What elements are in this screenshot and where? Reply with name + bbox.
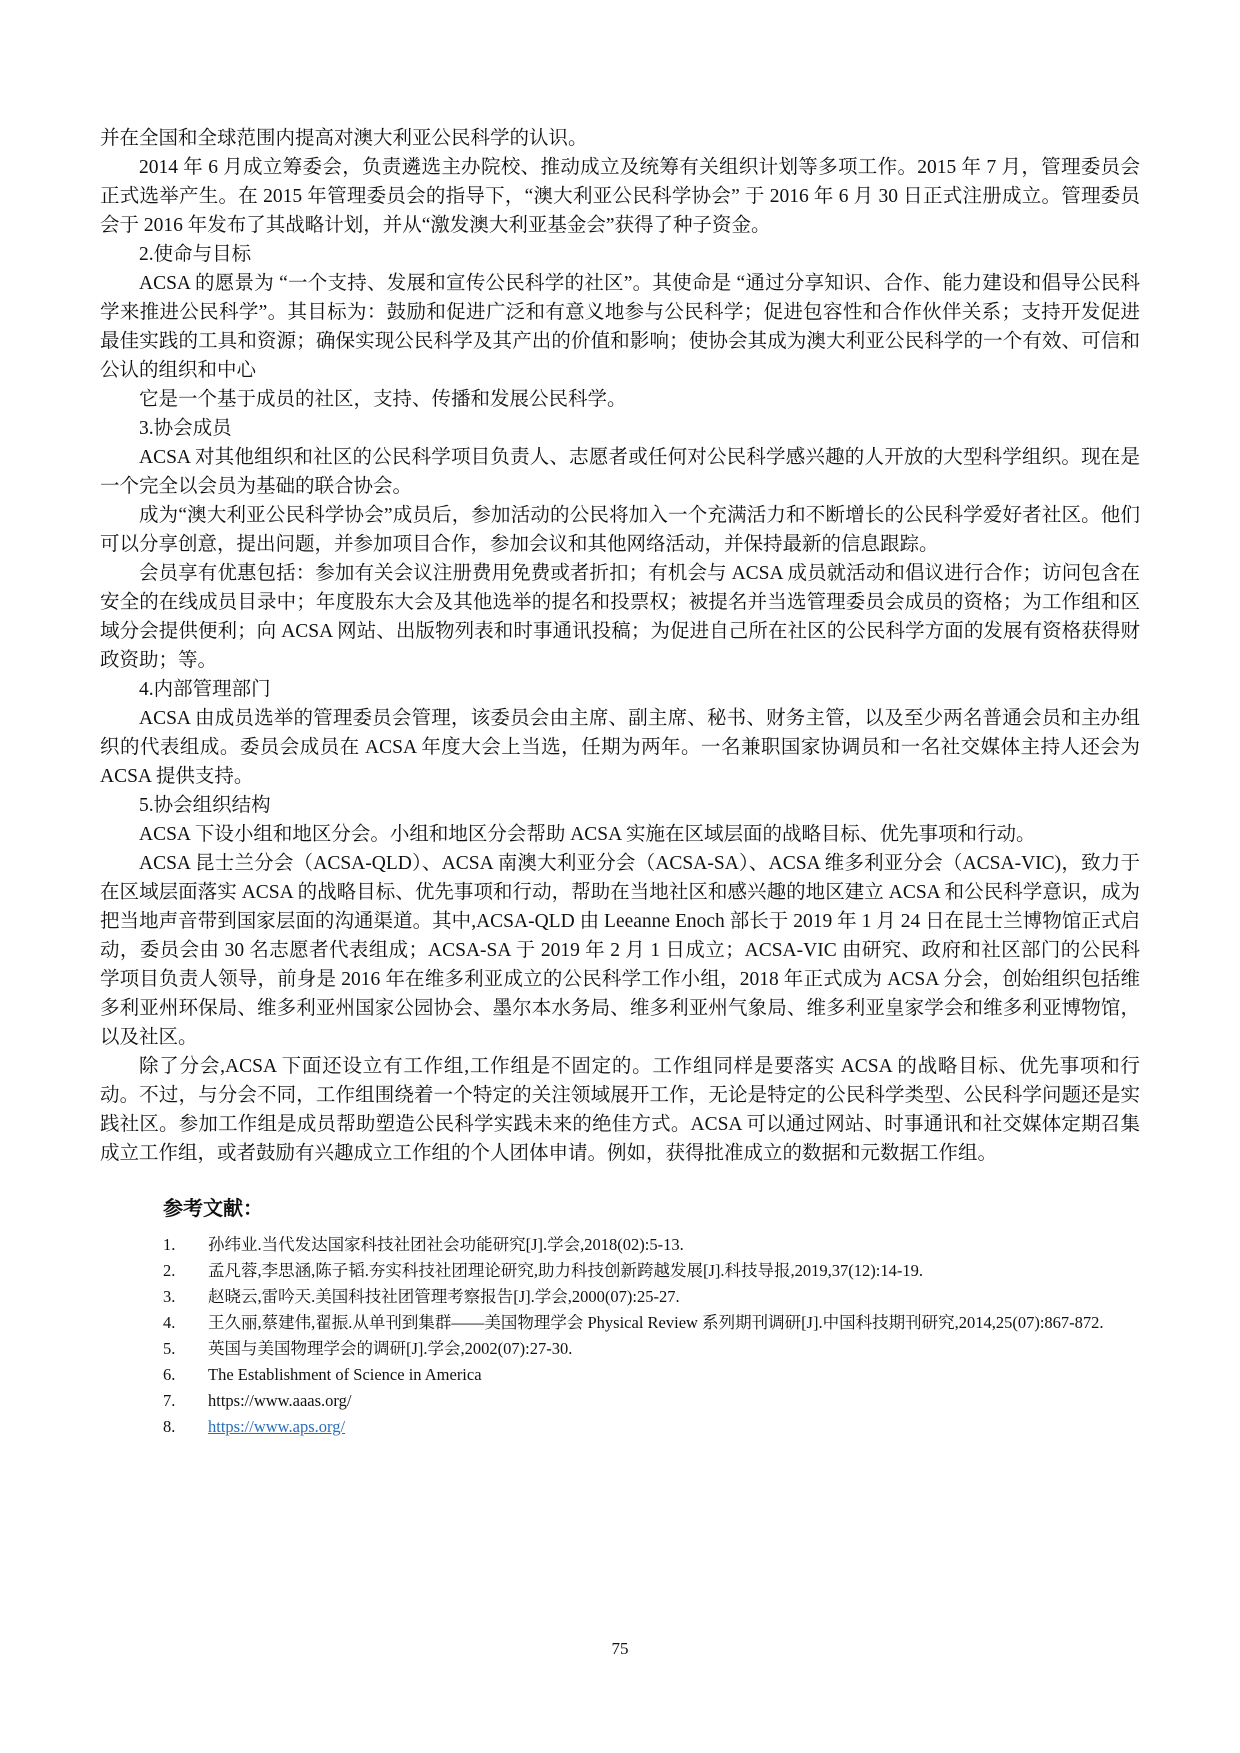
- references-list: [100, 1232, 1140, 1440]
- reference-link[interactable]: https://www.aps.org/: [208, 1417, 346, 1436]
- body-paragraph: 除了分会,ACSA 下面还设立有工作组,工作组是不固定的。工作组同样是要落实 ACSA 的战略目标、优先事项和行动。不过，与分会不同，工作组围绕着一个特定的关注领域展开工作，无论是特定的公民科学类型、公民科学问题还是实践社区。参加工作组是成员帮助塑造公民科学实践未来的绝佳方式。ACSA 可以通过网站、时事通讯和社交媒体定期召集成立工作组，或者鼓励有兴趣成立工作组的个人团体申请。例如，获得批准成立的数据和元数据工作组。: [100, 1056, 1140, 1164]
- body-paragraph: 2.使命与目标: [139, 244, 252, 265]
- reference-text: https://www.aaas.org/: [208, 1391, 352, 1410]
- body-paragraph: 3.协会成员: [139, 418, 232, 439]
- reference-item: [100, 1414, 1140, 1440]
- reference-number: 4.: [163, 1313, 176, 1332]
- body-paragraph: 并在全国和全球范围内提高对澳大利亚公民科学的认识。: [100, 128, 588, 149]
- reference-item: [100, 1258, 1140, 1284]
- page-number: 75: [611, 1639, 629, 1658]
- reference-number: 6.: [163, 1365, 176, 1384]
- body-paragraph: 成为“澳大利亚公民科学协会”成员后，参加活动的公民将加入一个充满活力和不断增长的公民科学爱好者社区。他们可以分享创意，提出问题，并参加项目合作，参加会议和其他网络活动，并保持最新的信息跟踪。: [100, 505, 1140, 555]
- reference-text: 王久丽,蔡建伟,翟振.从单刊到集群——美国物理学会 Physical Review 系列期刊调研[J].中国科技期刊研究,2014,25(07):867-872.: [208, 1313, 1104, 1332]
- reference-number: 7.: [163, 1391, 176, 1410]
- reference-number: 1.: [163, 1235, 176, 1254]
- body-paragraph: ACSA 对其他组织和社区的公民科学项目负责人、志愿者或任何对公民科学感兴趣的人开放的大型科学组织。现在是一个完全以会员为基础的联合协会。: [100, 447, 1140, 497]
- reference-number: 2.: [163, 1261, 176, 1280]
- body-paragraph: 会员享有优惠包括：参加有关会议注册费用免费或者折扣；有机会与 ACSA 成员就活动和倡议进行合作；访问包含在安全的在线成员目录中；年度股东大会及其他选举的提名和投票权；被提名并当选管理委员会成员的资格；为工作组和区域分会提供便利；向 ACSA 网站、出版物列表和时事通讯投稿；为促进自己所在社区的公民科学方面的发展有资格获得财政资助；等。: [100, 563, 1140, 671]
- reference-number: 8.: [163, 1417, 176, 1436]
- reference-text: 孙纬业.当代发达国家科技社团社会功能研究[J].学会,2018(02):5-13.: [208, 1235, 684, 1254]
- reference-text: 孟凡蓉,李思涵,陈子韬.夯实科技社团理论研究,助力科技创新跨越发展[J].科技导报,2019,37(12):14-19.: [208, 1261, 923, 1280]
- body-paragraph: ACSA 由成员选举的管理委员会管理，该委员会由主席、副主席、秘书、财务主管，以及至少两名普通会员和主办组织的代表组成。委员会成员在 ACSA 年度大会上当选，任期为两年。一名兼职国家协调员和一名社交媒体主持人还会为 ACSA 提供支持。: [100, 708, 1140, 787]
- body-paragraph: 它是一个基于成员的社区，支持、传播和发展公民科学。: [139, 389, 627, 410]
- reference-number: 5.: [163, 1339, 176, 1358]
- body-paragraphs: [100, 124, 1140, 1168]
- reference-text: The Establishment of Science in America: [208, 1365, 482, 1384]
- body-paragraph: ACSA 下设小组和地区分会。小组和地区分会帮助 ACSA 实施在区域层面的战略目标、优先事项和行动。: [139, 824, 1036, 845]
- body-paragraph: 4.内部管理部门: [139, 679, 271, 700]
- reference-item: [100, 1284, 1140, 1310]
- reference-item: [100, 1388, 1140, 1414]
- reference-item: [100, 1310, 1140, 1336]
- body-paragraph: 2014 年 6 月成立筹委会，负责遴选主办院校、推动成立及统筹有关组织计划等多项工作。2015 年 7 月，管理委员会正式选举产生。在 2015 年管理委员会的指导下，“澳大利亚公民科学协会” 于 2016 年 6 月 30 日正式注册成立。管理委员会于 2016 年发布了其战略计划，并从“激发澳大利亚基金会”获得了种子资金。: [100, 157, 1140, 236]
- page-content: [100, 124, 1140, 1440]
- reference-item: [100, 1336, 1140, 1362]
- body-paragraph: ACSA 的愿景为 “一个支持、发展和宣传公民科学的社区”。其使命是 “通过分享知识、合作、能力建设和倡导公民科学来推进公民科学”。其目标为：鼓励和促进广泛和有意义地参与公民科学；促进包容性和合作伙伴关系；支持开发促进最佳实践的工具和资源；确保实现公民科学及其产出的价值和影响；使协会其成为澳大利亚公民科学的一个有效、可信和公认的组织和中心: [100, 273, 1140, 381]
- references-heading: 参考文献：: [163, 1198, 263, 1220]
- reference-item: [100, 1232, 1140, 1258]
- reference-text: 英国与美国物理学会的调研[J].学会,2002(07):27-30.: [208, 1339, 573, 1358]
- reference-item: [100, 1362, 1140, 1388]
- body-paragraph: ACSA 昆士兰分会（ACSA-QLD）、ACSA 南澳大利亚分会（ACSA-SA）、ACSA 维多利亚分会（ACSA-VIC)，致力于在区域层面落实 ACSA 的战略目标、优先事项和行动，帮助在当地社区和感兴趣的地区建立 ACSA 和公民科学意识，成为把当地声音带到国家层面的沟通渠道。其中,ACSA-QLD 由 Leeanne Enoch 部长于 2019 年 1 月 24 日在昆士兰博物馆正式启动，委员会由 30 名志愿者代表组成；ACSA-SA 于 2019 年 2 月 1 日成立；ACSA-VIC 由研究、政府和社区部门的公民科学项目负责人领导，前身是 2016 年在维多利亚成立的公民科学工作小组，2018 年正式成为 ACSA 分会，创始组织包括维多利亚州环保局、维多利亚州国家公园协会、墨尔本水务局、维多利亚州气象局、维多利亚皇家学会和维多利亚博物馆，以及社区。: [100, 853, 1140, 1048]
- reference-text: 赵晓云,雷吟天.美国科技社团管理考察报告[J].学会,2000(07):25-27.: [208, 1287, 680, 1306]
- body-paragraph: 5.协会组织结构: [139, 795, 271, 816]
- reference-number: 3.: [163, 1287, 176, 1306]
